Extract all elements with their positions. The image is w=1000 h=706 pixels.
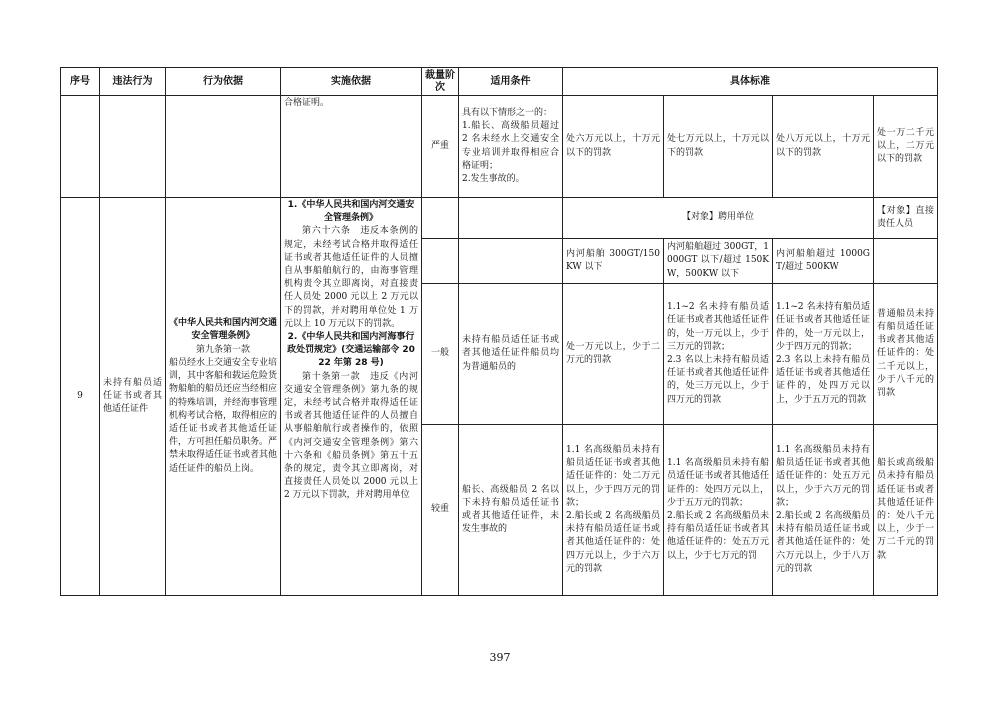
row9-serious-level: 较重 — [422, 425, 459, 596]
col-header-seq: 序号 — [61, 68, 100, 96]
row9-object-cond-cell — [459, 198, 563, 239]
row9-object-person: 【对象】直接责任人员 — [874, 198, 938, 239]
row9-vessel-class-1: 内河船舶 300GT/150KW 以下 — [563, 239, 664, 284]
row9-general-condition: 未持有船员适任证书或者其他适任证件船员均为普通船员的 — [459, 284, 563, 425]
row9-basis-clause: 第九条第一款 — [195, 344, 250, 355]
row9-impl1-title: 1.《中华人民共和国内河交通安全管理条例》 — [287, 200, 415, 224]
row9-basis-title: 《中华人民共和国内河交通安全管理条例》 — [169, 318, 278, 342]
col-header-basis: 行为依据 — [166, 68, 281, 96]
prev-basis-cell — [166, 96, 281, 198]
row9-serious-condition: 船长、高级船员 2 名以下未持有船员适任证书或者其他适任证件，未发生事故的 — [459, 425, 563, 596]
prev-level: 严重 — [422, 96, 459, 198]
row9-vessel-class-3: 内河船舶超过 1000GT/超过 500KW — [773, 239, 874, 284]
col-header-impl: 实施依据 — [281, 68, 422, 96]
row9-vessel-class-2: 内河船舶超过 300GT，1000GT 以下/超过 150KW，500KW 以下 — [664, 239, 773, 284]
row9-basis — [166, 198, 281, 596]
row9-serious-standard-1: 1.1 名高级船员未持有船员适任证书或者其他适任证件的：处二万元以上，少于四万元的罚款； 2.船长或 2 名高级船员未持有船员适任证书或者其他适任证件的：处四万元以上，少于六万元的罚款 — [563, 425, 664, 596]
prev-condition: 具有以下情形之一的： 1.船长、高级船员超过 2 名未经水上交通安全专业培训并取得相应合格证明； 2.发生事故的。 — [459, 96, 563, 198]
row9-general-standard-4: 普通船员未持有船员适任证书或者其他适任证件的：处二千元以上，少于八千元的罚款 — [874, 284, 938, 425]
row9-basis-text: 船员经水上交通安全专业培训，其中客船和载运危险货物船舶的船员还应当经相应的特殊培训，并经海事管理机构考试合格，取得相应的适任证书或者其他适任证件，方可担任船员职务。严禁未取得适任证书或者其他适任证件的船员上岗。 — [169, 357, 278, 474]
table-row-9-object — [61, 198, 938, 239]
row9-serious-standard-4: 船长或高级船员未持有船员适任证书或者其他适任证件的：处八千元以上，少于一万二千元的罚款 — [874, 425, 938, 596]
table-row-prev — [61, 96, 938, 198]
row9-serious-standard-2: 1.1 名高级船员未持有船员适任证书或者其他适任证件的：处四万元以上，少于五万元的罚款； 2.船长或 2 名高级船员未持有船员适任证书或者其他适任证件的：处五万元以上，少于七万元的罚 — [664, 425, 773, 596]
prev-standard-2: 处七万元以上，十万元以下的罚款 — [664, 96, 773, 198]
row9-violation: 未持有船员适任证书或者其他适任证件 — [100, 198, 166, 596]
col-header-violation: 违法行为 — [100, 68, 166, 96]
row9-general-standard-1: 处一万元以上，少于二万元的罚款 — [563, 284, 664, 425]
row9-sub-cond-cell — [459, 239, 563, 284]
row9-sub-level-cell — [422, 239, 459, 284]
row9-impl — [281, 198, 422, 596]
prev-standard-1: 处六万元以上，十万元以下的罚款 — [563, 96, 664, 198]
row9-general-standard-3: 1.1~2 名未持有船员适任证书或者其他适任证件的，处一万元以上，少于四万元的罚款； 2.3 名以上未持有船员适任证书或者其他适任证件的，处四万元以上，少于五万元的罚款 — [773, 284, 874, 425]
row9-serious-standard-3: 1.1 名高级船员未持有船员适任证书或者其他适任证件的：处五万元以上，少于六万元的罚款； 2.船长或 2 名高级船员未持有船员适任证书或者其他适任证件的：处六万元以上，少于八万元的罚款 — [773, 425, 874, 596]
row9-impl2-text: 第十条第一款 违反《内河交通安全管理条例》第九条的规定，未经考试合格并取得适任证书或者其他适任证件的人员擅自从事船舶航行或者操作的，依照《内河交通安全管理条例》第六十六条和《船员条例》第五十五条的规定，责令其立即离岗，对直接责任人员处以 2000 元以上 2 万元以下罚款，并对聘用单位 — [284, 371, 418, 501]
row9-impl2-title: 2.《中华人民共和国内河海事行政处罚规定》(交通运输部令 2022 年第 28 号) — [287, 332, 415, 369]
col-header-cond: 适用条件 — [459, 68, 563, 96]
row9-object-level-cell — [422, 198, 459, 239]
row9-general-level: 一般 — [422, 284, 459, 425]
prev-violation-cell — [100, 96, 166, 198]
prev-standard-3: 处八万元以上，十万元以下的罚款 — [773, 96, 874, 198]
prev-impl-tail: 合格证明。 — [281, 96, 422, 198]
row9-vessel-class-4 — [874, 239, 938, 284]
row9-object-unit: 【对象】聘用单位 — [563, 198, 874, 239]
row9-general-standard-2: 1.1~2 名未持有船员适任证书或者其他适任证件的，处一万元以上，少于三万元的罚款； 2.3 名以上未持有船员适任证书或者其他适任证件的，处三万元以上，少于四万元的罚款 — [664, 284, 773, 425]
penalty-standard-table — [60, 67, 938, 596]
row9-impl1-text: 第六十六条 违反本条例的规定，未经考试合格并取得适任证书或者其他适任证件的人员擅自从事船舶航行的，由海事管理机构责令其立即离岗，对直接责任人员处 2000 元以上 2 万元以下的罚款，并对聘用单位处 1 万元以上 10 万元以下的罚款。 — [284, 226, 418, 329]
row9-seq: 9 — [61, 198, 100, 596]
header-row — [61, 68, 938, 96]
prev-seq-cell — [61, 96, 100, 198]
col-header-standard: 具体标准 — [563, 68, 938, 96]
page-number: 397 — [489, 651, 511, 664]
col-header-level: 裁量阶次 — [422, 68, 459, 96]
prev-standard-4: 处一万二千元以上，二万元以下的罚款 — [874, 96, 938, 198]
